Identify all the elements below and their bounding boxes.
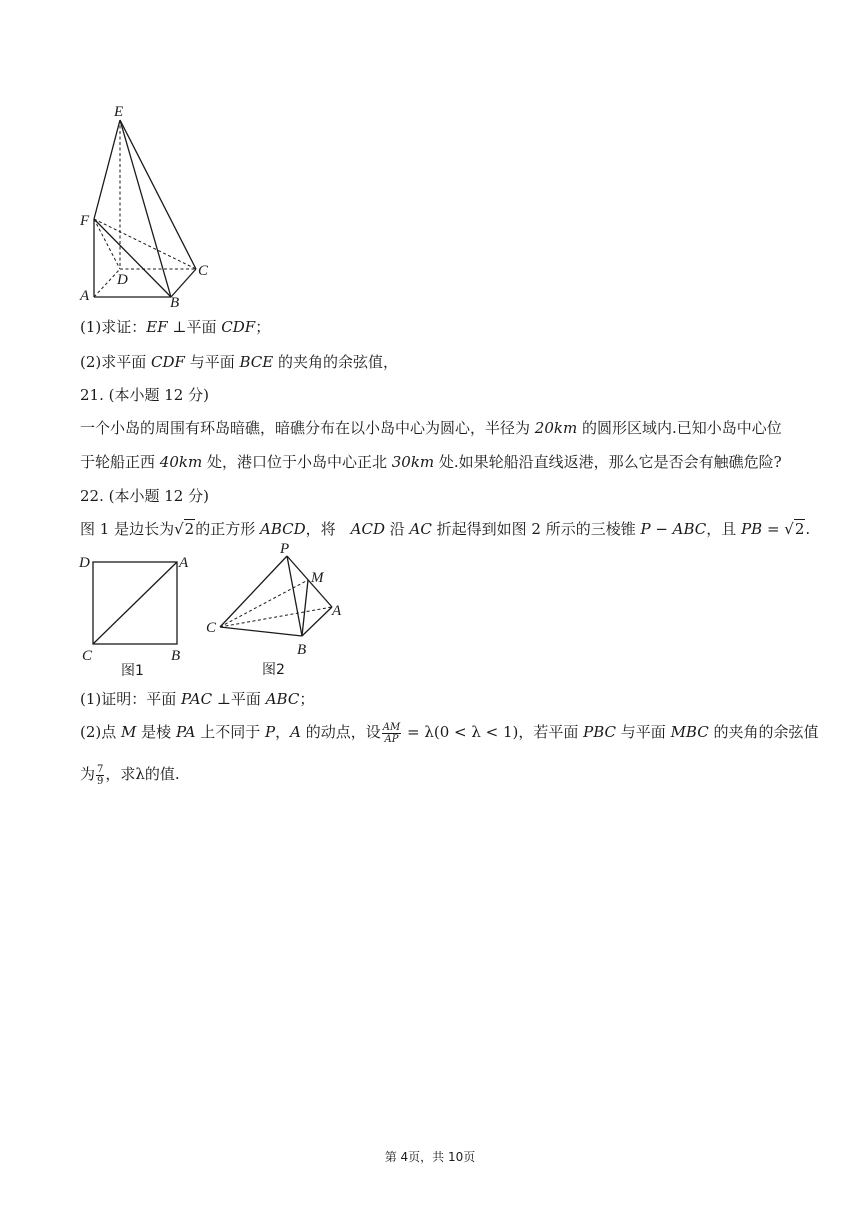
q21-header: 21. (本小题 12 分) — [80, 386, 209, 404]
math: 2 — [184, 520, 195, 538]
text: (1)证明：平面 — [80, 690, 182, 708]
edge-fd — [94, 219, 120, 269]
edge-fc — [94, 219, 196, 269]
label-d: D — [117, 272, 128, 288]
diagonal-ac — [93, 562, 177, 644]
q22-part1 — [80, 688, 314, 709]
text: (1)求证： — [80, 318, 147, 336]
text: 为 — [80, 765, 96, 783]
fig2-caption: 图2 — [262, 662, 285, 678]
edge-cb — [220, 627, 302, 636]
figure-polyhedron — [76, 98, 226, 310]
text: 的正方形 — [195, 520, 260, 538]
label-b: B — [170, 295, 180, 310]
text: ，求λ的值. — [105, 765, 180, 783]
math: ABCD — [259, 520, 306, 538]
label-d: D — [79, 555, 90, 571]
label-f: F — [80, 213, 90, 229]
fraction-denominator: 9 — [97, 775, 104, 787]
fraction-am-ap — [382, 722, 401, 745]
text: (2)求平面 — [80, 353, 152, 371]
math: PA — [175, 723, 196, 741]
text: ，且 — [706, 520, 742, 538]
q21-line2 — [80, 451, 782, 472]
math: CDF — [151, 353, 185, 371]
text: 的动点，设 — [301, 723, 381, 741]
text: 是棱 — [136, 723, 176, 741]
math: 40km — [159, 453, 203, 471]
label-b: B — [297, 642, 307, 658]
label-c: C — [206, 620, 217, 636]
label-a: A — [179, 555, 189, 571]
label-b: B — [171, 648, 181, 664]
text: ⊥平面 — [167, 318, 222, 336]
text: 一个小岛的周围有环岛暗礁，暗礁分布在以小岛中心为圆心，半径为 — [80, 419, 535, 437]
text: 图 1 是边长为 — [80, 520, 175, 538]
fraction-7-9 — [96, 764, 104, 787]
text: . — [805, 520, 811, 538]
text: 的圆形区域内.已知小岛中心位 — [577, 419, 782, 437]
math: EF — [146, 318, 168, 336]
text: ，将 — [305, 520, 351, 538]
label-e: E — [114, 104, 124, 120]
text: 处，港口位于小岛中心正北 — [202, 453, 392, 471]
math: 20km — [534, 419, 578, 437]
math: ABC — [265, 690, 300, 708]
figure-2-pyramid — [200, 540, 350, 680]
label-m: M — [311, 570, 324, 586]
edge-pb — [287, 556, 302, 636]
math: P — [265, 723, 276, 741]
fig1-caption: 图1 — [121, 663, 144, 679]
text: ； — [299, 690, 315, 708]
text: 与平面 — [616, 723, 671, 741]
q21-line1 — [80, 417, 782, 438]
math: M — [121, 723, 137, 741]
math: PB = — [741, 520, 785, 538]
text: ； — [255, 318, 271, 336]
math: P − ABC — [640, 520, 707, 538]
math: 2 — [794, 520, 805, 538]
math: A — [290, 723, 301, 741]
text: 上不同于 — [195, 723, 266, 741]
edge-ec — [120, 120, 196, 269]
q20-part2 — [80, 351, 398, 372]
text: 的夹角的余弦值 — [708, 723, 819, 741]
text: 的夹角的余弦值， — [273, 353, 399, 371]
edge-bc — [171, 269, 196, 297]
edge-mb — [302, 580, 308, 636]
text: = λ(0 < λ < 1) — [402, 723, 519, 741]
text: 沿 — [384, 520, 410, 538]
page-footer: 第 4页，共 10页 — [384, 1150, 476, 1164]
edge-ef — [94, 120, 120, 219]
q22-part2 — [80, 721, 819, 745]
math: AC — [409, 520, 432, 538]
figure-1-square — [76, 550, 198, 682]
fraction-numerator: AM — [382, 721, 401, 733]
edge-pa — [287, 556, 332, 607]
label-p: P — [280, 541, 290, 557]
q22-header: 22. (本小题 12 分) — [80, 487, 209, 505]
math: MBC — [670, 723, 709, 741]
text: 处.如果轮船沿直线返港，那么它是否会有触礁危险? — [434, 453, 782, 471]
q22-line1: 图 1 是边长为√2的正方形 ABCD，将 ACD 沿 AC 折起得到如图 2 所示的三棱锥 P − ABC，且 PB = √2. — [80, 520, 811, 538]
label-c: C — [198, 263, 209, 279]
math: BCE — [239, 353, 274, 371]
fraction-numerator: 7 — [97, 763, 104, 775]
text: ， — [275, 723, 291, 741]
label-a: A — [80, 288, 90, 304]
fraction-denominator: AP — [384, 733, 399, 745]
q20-part1 — [80, 316, 270, 337]
text: 与平面 — [184, 353, 240, 371]
math: 30km — [391, 453, 435, 471]
math: PAC — [181, 690, 213, 708]
text: (2)点 — [80, 723, 122, 741]
math: ACD — [350, 520, 385, 538]
math: PBC — [583, 723, 617, 741]
label-a: A — [332, 603, 342, 619]
edge-ba — [302, 607, 332, 636]
label-c: C — [82, 648, 93, 664]
edge-cm — [220, 580, 308, 627]
text: ⊥平面 — [212, 690, 266, 708]
q22-part2-cont — [80, 763, 180, 787]
text: ，若平面 — [518, 723, 584, 741]
math: CDF — [221, 318, 256, 336]
text: 折起得到如图 2 所示的三棱锥 — [431, 520, 641, 538]
text: 于轮船正西 — [80, 453, 160, 471]
